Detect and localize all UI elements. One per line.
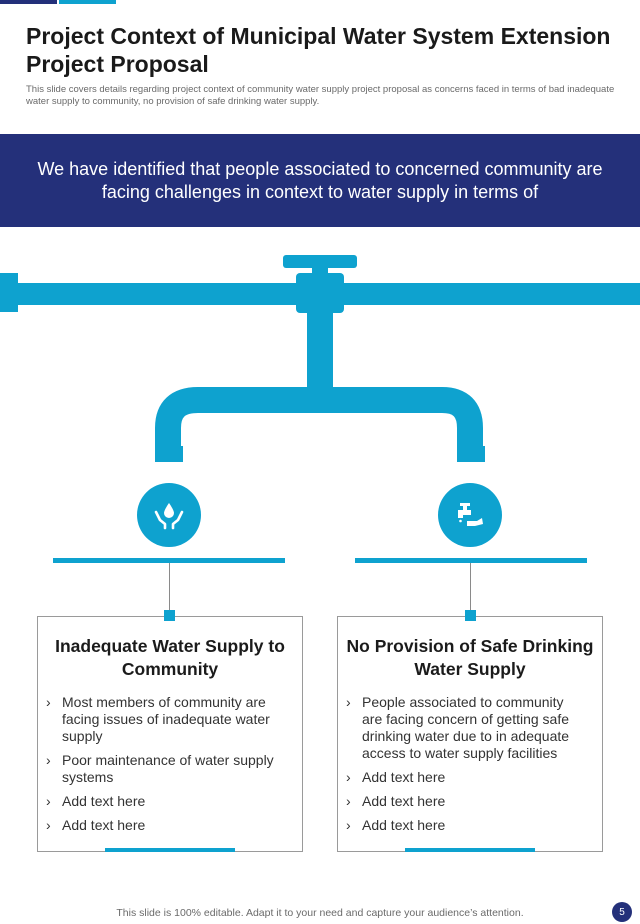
intro-banner-text: We have identified that people associated to concerned community are facing challenges in context to water supply in terms of: [37, 158, 603, 202]
list-item: [46, 817, 286, 834]
list-item-text: Add text here: [362, 793, 446, 809]
left-connector-line: [169, 563, 170, 611]
left-connector-node: [164, 610, 175, 621]
chevron-right-icon: ›: [346, 793, 351, 809]
list-item: [346, 793, 586, 810]
list-item-text: Most members of community are facing issues of inadequate water supply: [62, 694, 270, 744]
list-item-text: Add text here: [62, 817, 146, 833]
split-pipe-end-right: [457, 446, 485, 462]
header-accent-bar-dark: [0, 0, 57, 4]
list-item-text: Poor maintenance of water supply systems: [62, 752, 274, 785]
card-title: Inadequate Water Supply to Community: [55, 636, 285, 679]
list-item-text: People associated to community are facing concern of getting safe drinking water due to in adequate access to water supply facilities: [362, 694, 570, 761]
list-item: [346, 817, 586, 834]
list-item-text: Add text here: [362, 817, 446, 833]
right-connector-line: [470, 563, 471, 611]
card-bottom-accent: [405, 848, 535, 852]
chevron-right-icon: ›: [346, 769, 351, 785]
right-connector-node: [465, 610, 476, 621]
card-title: No Provision of Safe Drinking Water Supply: [346, 636, 594, 679]
page-number-badge: 5: [612, 902, 632, 922]
intro-banner: [0, 134, 640, 227]
right-column-divider: [355, 558, 587, 563]
card-safe-drinking-water: [337, 616, 603, 852]
tap-hand-icon: [438, 483, 502, 547]
list-item-text: Add text here: [362, 769, 446, 785]
chevron-right-icon: ›: [46, 694, 51, 710]
pipe-end-cap-left: [0, 273, 18, 312]
chevron-right-icon: ›: [46, 752, 51, 768]
footer-note: This slide is 100% editable. Adapt it to your need and capture your audience’s attention.: [116, 907, 524, 919]
page-title: Project Context of Municipal Water System Extension Project Proposal: [26, 23, 611, 77]
list-item: [46, 793, 286, 810]
list-item: [46, 694, 286, 745]
list-item: [46, 752, 286, 786]
header-accent-bar-light: [59, 0, 116, 4]
card-bullet-list: [38, 694, 302, 834]
split-pipe: [168, 400, 470, 458]
card-bullet-list: [338, 694, 602, 834]
chevron-right-icon: ›: [346, 817, 351, 833]
card-bottom-accent: [105, 848, 235, 852]
list-item: [346, 694, 586, 762]
split-pipe-end-left: [155, 446, 183, 462]
chevron-right-icon: ›: [346, 694, 351, 710]
card-inadequate-water-supply: [37, 616, 303, 852]
hands-water-drop-icon: [137, 483, 201, 547]
chevron-right-icon: ›: [46, 793, 51, 809]
list-item-text: Add text here: [62, 793, 146, 809]
list-item: [346, 769, 586, 786]
chevron-right-icon: ›: [46, 817, 51, 833]
page-subtitle: This slide covers details regarding project context of community water supply project proposal as concerns faced in terms of bad inadequate water supply to community, no provision of safe drinking water supply.: [26, 84, 615, 107]
water-pipe-illustration: [0, 240, 640, 470]
valve-body: [296, 273, 344, 313]
